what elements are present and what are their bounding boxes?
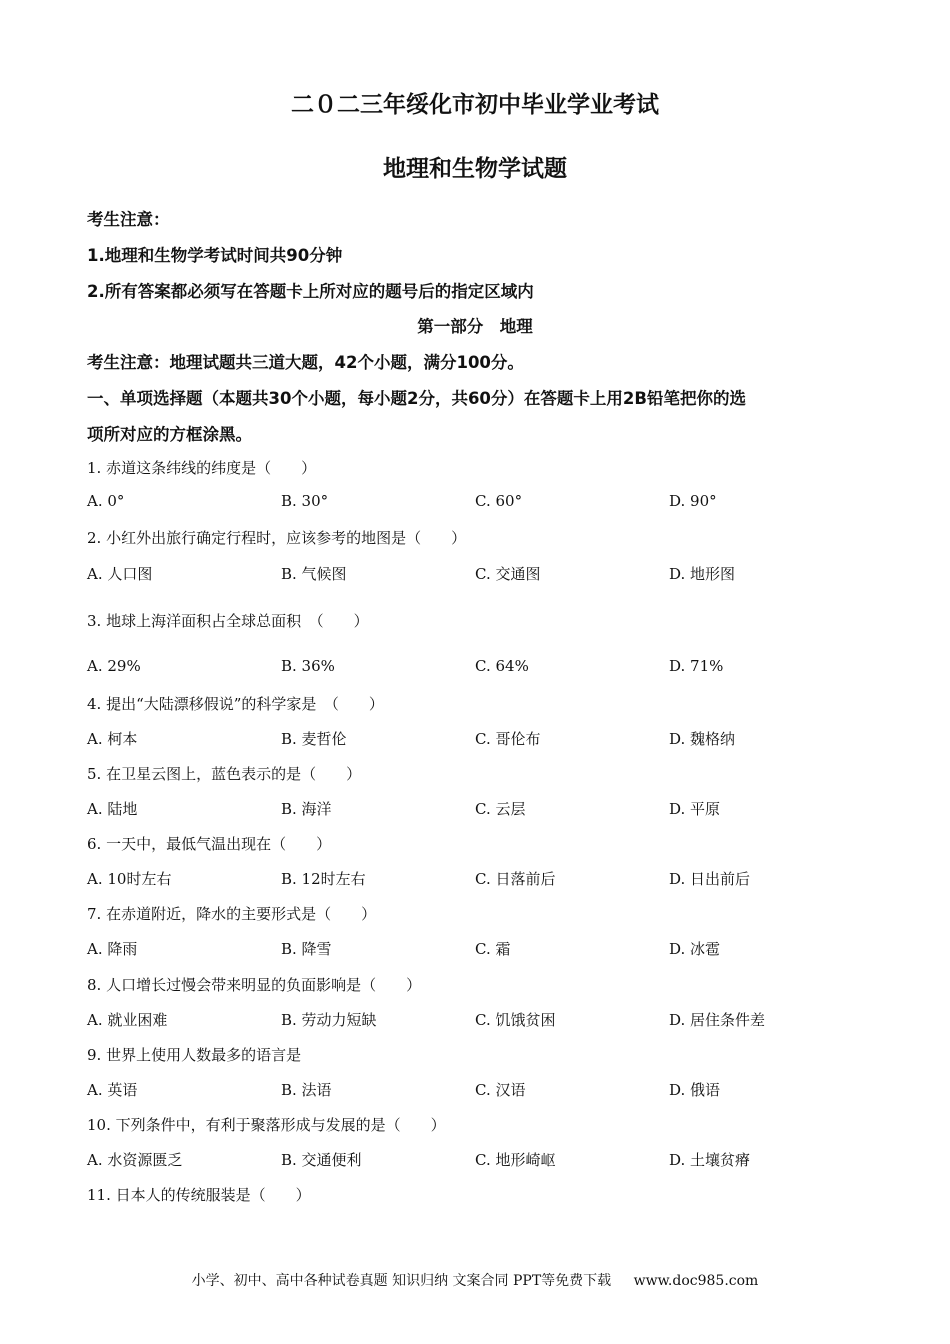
- question-option: D. 居住条件差: [669, 1011, 766, 1029]
- question-option: C. 日落前后: [475, 870, 556, 888]
- question-option: A. 10时左右: [87, 870, 172, 888]
- question-option: D. 土壤贫瘠: [669, 1151, 751, 1169]
- question-option: C. 交通图: [475, 565, 541, 583]
- question-option: D. 90°: [669, 492, 717, 510]
- page-footer: [0, 1270, 950, 1290]
- question-option: C. 云层: [475, 800, 526, 818]
- question-option: B. 法语: [281, 1081, 332, 1099]
- question-stem: 7. 在赤道附近，降水的主要形式是（ ）: [87, 905, 377, 923]
- notice-heading: 考生注意：: [87, 210, 170, 229]
- question-option: D. 日出前后: [669, 870, 751, 888]
- question-option: C. 饥饿贫困: [475, 1011, 556, 1029]
- question-option: A. 柯本: [87, 730, 138, 748]
- question-stem: 8. 人口增长过慢会带来明显的负面影响是（ ）: [87, 976, 422, 994]
- question-option: A. 水资源匮乏: [87, 1151, 183, 1169]
- question-option: D. 71%: [669, 657, 724, 675]
- question-option: B. 海洋: [281, 800, 332, 818]
- question-option: B. 气候图: [281, 565, 347, 583]
- question-option: C. 哥伦布: [475, 730, 541, 748]
- question-stem: 2. 小红外出旅行确定行程时，应该参考的地图是（ ）: [87, 529, 467, 547]
- question-option: D. 魏格纳: [669, 730, 736, 748]
- section-heading-line1: 一、单项选择题（本题共30个小题，每小题2分，共60分）在答题卡上用2B铅笔把你的选: [87, 389, 746, 408]
- question-option: A. 就业困难: [87, 1011, 168, 1029]
- question-stem: 10. 下列条件中，有利于聚落形成与发展的是（ ）: [87, 1116, 446, 1134]
- question-option: A. 降雨: [87, 940, 138, 958]
- question-option: D. 平原: [669, 800, 721, 818]
- question-option: B. 30°: [281, 492, 329, 510]
- question-option: B. 12时左右: [281, 870, 366, 888]
- question-option: A. 人口图: [87, 565, 153, 583]
- exam-title: 二０二三年绥化市初中毕业学业考试: [291, 92, 659, 118]
- exam-subtitle: 地理和生物学试题: [383, 156, 567, 182]
- footer-text: 小学、初中、高中各种试卷真题 知识归纳 文案合同 PPT等免费下载: [191, 1273, 612, 1289]
- notice-item-2: 2.所有答案都必须写在答题卡上所对应的题号后的指定区域内: [87, 282, 534, 301]
- question-option: C. 地形崎岖: [475, 1151, 556, 1169]
- question-option: B. 交通便利: [281, 1151, 362, 1169]
- question-option: B. 降雪: [281, 940, 332, 958]
- question-option: A. 陆地: [87, 800, 138, 818]
- part-title: 第一部分 地理: [417, 317, 533, 336]
- footer-url: www.doc985.com: [633, 1273, 759, 1289]
- question-option: A. 英语: [87, 1081, 138, 1099]
- question-option: A. 29%: [87, 657, 141, 675]
- question-stem: 6. 一天中，最低气温出现在（ ）: [87, 835, 332, 853]
- question-option: B. 36%: [281, 657, 335, 675]
- question-stem: 5. 在卫星云图上，蓝色表示的是（ ）: [87, 765, 362, 783]
- question-option: B. 劳动力短缺: [281, 1011, 377, 1029]
- question-option: D. 俄语: [669, 1081, 721, 1099]
- question-option: D. 冰雹: [669, 940, 721, 958]
- geo-notice: 考生注意：地理试题共三道大题，42个小题，满分100分。: [87, 353, 524, 372]
- question-stem: 1. 赤道这条纬线的纬度是（ ）: [87, 459, 317, 477]
- question-option: D. 地形图: [669, 565, 736, 583]
- notice-item-1: 1.地理和生物学考试时间共90分钟: [87, 246, 343, 265]
- question-stem: 4. 提出“大陆漂移假说”的科学家是 （ ）: [87, 695, 384, 713]
- question-option: B. 麦哲伦: [281, 730, 347, 748]
- question-stem: 9. 世界上使用人数最多的语言是: [87, 1046, 302, 1064]
- question-option: C. 汉语: [475, 1081, 526, 1099]
- question-option: C. 霜: [475, 940, 511, 958]
- question-stem: 11. 日本人的传统服装是（ ）: [87, 1186, 311, 1204]
- question-stem: 3. 地球上海洋面积占全球总面积 （ ）: [87, 612, 369, 630]
- section-heading-line2: 项所对应的方框涂黑。: [87, 425, 252, 444]
- question-option: C. 64%: [475, 657, 529, 675]
- question-option: A. 0°: [87, 492, 125, 510]
- question-option: C. 60°: [475, 492, 523, 510]
